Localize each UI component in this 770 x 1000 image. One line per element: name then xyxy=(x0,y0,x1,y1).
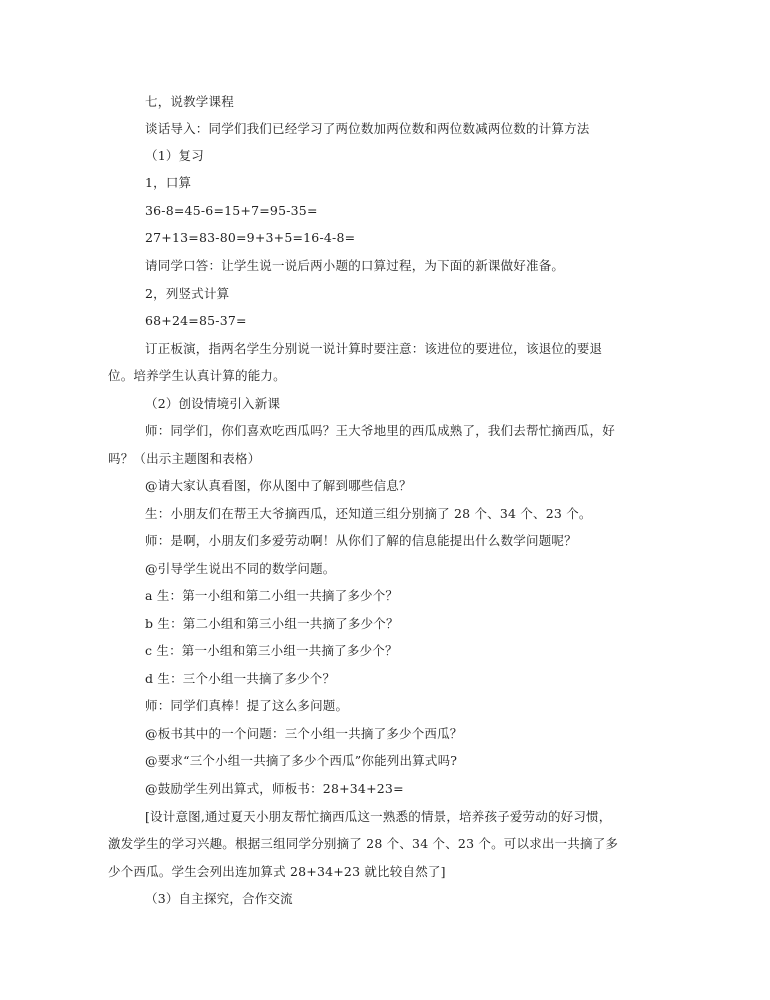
paragraph-line: 请同学口答：让学生说一说后两小题的口算过程，为下面的新课做好准备。 xyxy=(145,258,565,273)
math-expression: 27+13=83-80=9+3+5=16-4-8= xyxy=(145,230,356,245)
paragraph-line: b 生：第二小组和第三小组一共摘了多少个？ xyxy=(145,616,399,631)
paragraph-line: 谈话导入：同学们我们已经学习了两位数加两位数和两位数减两位数的计算方法 xyxy=(145,121,590,136)
subheading-review: （1）复习 xyxy=(145,148,204,163)
paragraph-line: @鼓励学生列出算式，师板书：28+34+23= xyxy=(145,781,404,796)
math-expression: 36-8=45-6=15+7=95-35= xyxy=(145,203,318,218)
paragraph-line: 1，口算 xyxy=(145,175,192,190)
paragraph-line: 位。培养学生认真计算的能力。 xyxy=(108,368,286,383)
paragraph-line: d 生：三个小组一共摘了多少个？ xyxy=(145,671,336,686)
paragraph-line: 订正板演，指两名学生分别说一说计算时要注意：该进位的要进位，该退位的要退 xyxy=(145,341,603,356)
subheading-explore: （3）自主探究，合作交流 xyxy=(145,891,293,906)
paragraph-line: @引导学生说出不同的数学问题。 xyxy=(145,561,336,576)
section-heading: 七，说教学课程 xyxy=(145,94,234,109)
paragraph-line: 师：是啊，小朋友们多爱劳动啊！从你们了解的信息能提出什么数学问题呢？ xyxy=(145,533,577,548)
math-expression: 68+24=85-37= xyxy=(145,313,247,328)
paragraph-line: 激发学生的学习兴趣。根据三组同学分别摘了 28 个、34 个、23 个。可以求出一共摘了多 xyxy=(108,836,619,851)
paragraph-line: c 生：第一小组和第三小组一共摘了多少个？ xyxy=(145,643,398,658)
paragraph-line: [设计意图,通过夏天小朋友帮忙摘西瓜这一熟悉的情景，培养孩子爱劳动的好习惯， xyxy=(145,809,612,824)
paragraph-line: @板书其中的一个问题：三个小组一共摘了多少个西瓜？ xyxy=(145,726,463,741)
paragraph-line: 吗？（出示主题图和表格） xyxy=(108,451,261,466)
paragraph-line: @请大家认真看图，你从图中了解到哪些信息？ xyxy=(145,478,412,493)
subheading-scenario: （2）创设情境引入新课 xyxy=(145,396,281,411)
paragraph-line: 师：同学们真棒！提了这么多问题。 xyxy=(145,698,349,713)
paragraph-line: 2，列竖式计算 xyxy=(145,286,230,301)
paragraph-line: 生：小朋友们在帮王大爷摘西瓜，还知道三组分别摘了 28 个、34 个、23 个。 xyxy=(145,506,592,521)
paragraph-line: a 生：第一小组和第二小组一共摘了多少个？ xyxy=(145,588,399,603)
paragraph-line: 师：同学们，你们喜欢吃西瓜吗？王大爷地里的西瓜成熟了，我们去帮忙摘西瓜，好 xyxy=(145,423,615,438)
paragraph-line: @要求“三个小组一共摘了多少个西瓜”你能列出算式吗? xyxy=(145,753,458,768)
paragraph-line: 少个西瓜。学生会列出连加算式 28+34+23 就比较自然了] xyxy=(108,864,446,879)
